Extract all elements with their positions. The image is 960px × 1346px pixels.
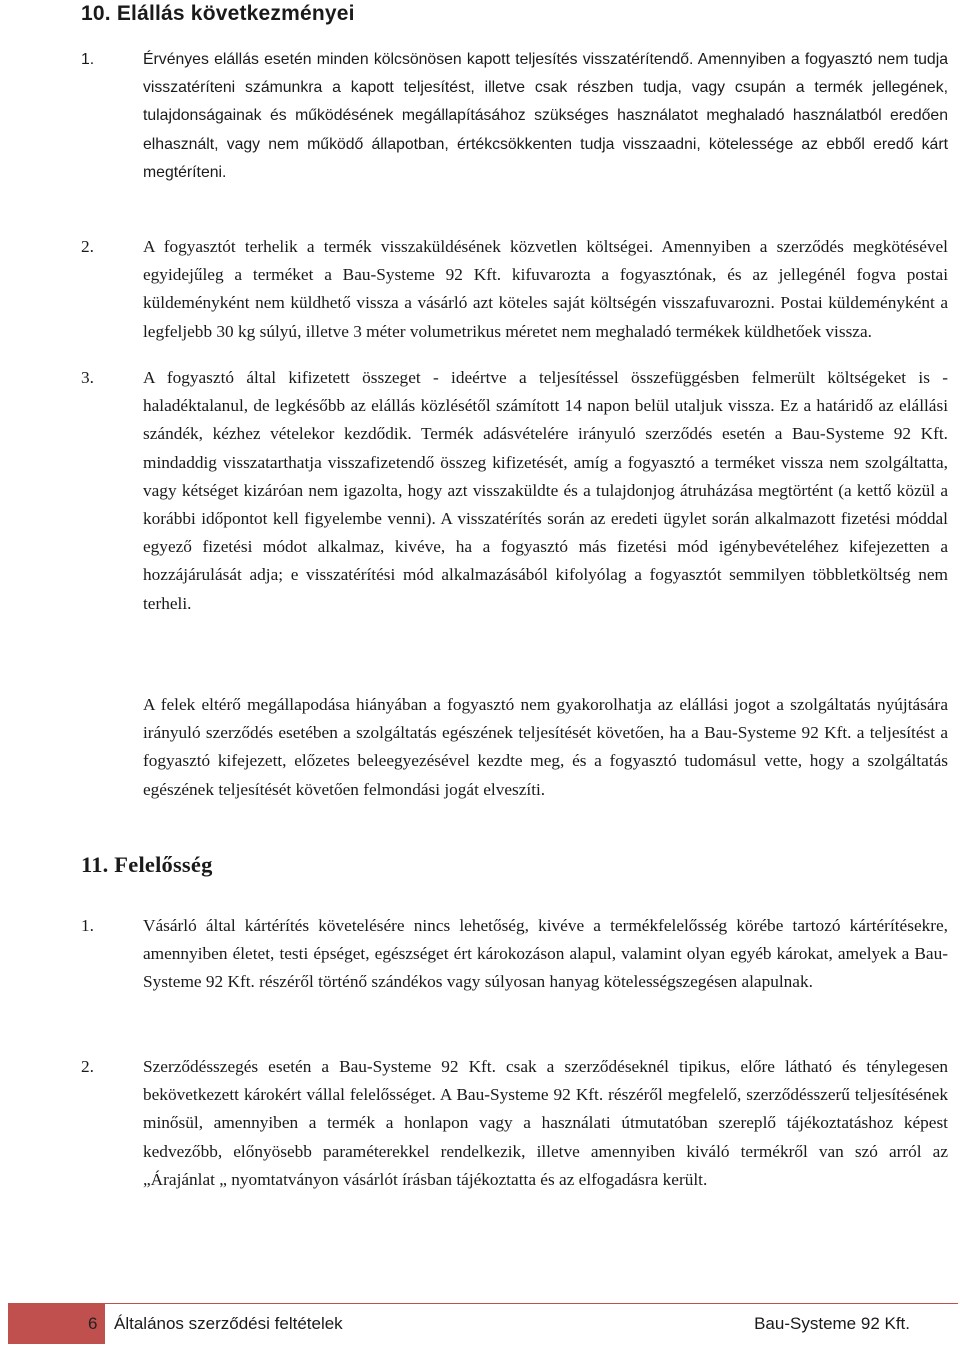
- item-text: A fogyasztót terhelik a termék visszaküldésének közvetlen költségei. Amennyiben a szerződés megkötésével egyidejűleg a terméket a Bau-Systeme 92 Kft. kifuvarozta a fogyasztónak, és az jellegénél fogva postai küldeményként nem küldhető vissza a vásárló azt köteles saját költségén visszafuvarozni. Postai küldeményként a legfeljebb 30 kg súlyú, illetve 3 méter volumetrikus méretet nem meghaladó termékek küldhetőek vissza.: [143, 237, 948, 341]
- item-number: 2.: [81, 237, 94, 256]
- section-11-item-1: [81, 912, 948, 997]
- section-11-heading: 11. Felelősség: [81, 852, 213, 877]
- item-text: Vásárló által kártérítés követelésére nincs lehetőség, kivéve a termékfelelősség körébe tartozó kártérítésekre, amennyiben életet, testi épséget, egészséget ért károkozáson alapul, valamint olyan egyéb károkat, amelyek a Bau-Systeme 92 Kft. részéről történő szándékos vagy súlyosan hanyag kötelességszegésen alapulnak.: [143, 916, 948, 992]
- page-footer: [8, 1303, 958, 1344]
- item-text: A fogyasztó által kifizetett összeget - ideértve a teljesítéssel összefüggésben felmerült költségeket is -haladéktalanul, de legkésőbb az elállás közlésétől számított 14 napon belül utaljuk vissza. Ez a határidő az elállási szándék, kézhez vételekor kezdődik. Termék adásvételére irányuló szerződés esetén a Bau-Systeme 92 Kft. mindaddig visszatarthatja visszafizetendő összeg kifizetését, amíg a fogyasztó a terméket vissza nem szolgáltatta, vagy kétséget kizáróan nem igazolta, hogy azt visszaküldte és a tulajdonjog átruházása megtörtént (a kettő közül a korábbi időpontot kell figyelembe venni). A visszatérítés során az eredeti ügylet során alkalmazott fizetési móddal egyező fizetési módot alkalmaz, kivéve, ha a fogyasztó más fizetési mód igénybevételéhez kifejezetten a hozzájárulását adja; e visszatérítési mód alkalmazásából kifolyólag a fogyasztót semmilyen többletköltség nem terheli.: [143, 368, 948, 613]
- item-text: Érvényes elállás esetén minden kölcsönösen kapott teljesítés visszatérítendő. Amennyiben a fogyasztó nem tudja visszatéríteni számunkra a kapott teljesítést, illetve csak részben tudja, vagy csupán a termék jellegének, tulajdonságainak és működésének megállapításához szükséges használatot meghaladó használatból eredően elhasznált, vagy nem működő állapotban, értékcsökkenten tudja visszaadni, kötelessége az ebből eredő kárt megtéríteni.: [143, 51, 948, 181]
- item-number: 2.: [81, 1057, 94, 1076]
- section-10-item-2: [81, 233, 948, 346]
- page-number: 6: [88, 1314, 98, 1333]
- item-number: 1.: [81, 916, 94, 935]
- item-number: 1.: [81, 51, 95, 68]
- paragraph-text: A felek eltérő megállapodása hiányában a fogyasztó nem gyakorolhatja az elállási jogot a szolgáltatás nyújtására irányuló szerződés esetében a szolgáltatás egészének teljesítését követően, ha a Bau-Systeme 92 Kft. a teljesítést a fogyasztó kifejezett, előzetes beleegyezésével kezdte meg, és a fogyasztó tudomásul vette, hogy a szolgáltatás egészének teljesítését követően felmondási jogát elveszíti.: [143, 695, 948, 799]
- footer-title: Általános szerződési feltételek: [114, 1314, 343, 1333]
- section-10-heading: 10. Elállás következményei: [81, 2, 355, 25]
- footer-company: Bau-Systeme 92 Kft.: [754, 1314, 910, 1333]
- section-10-extra-paragraph: [143, 691, 948, 804]
- section-11-item-2: [81, 1053, 948, 1194]
- section-10-item-3: [81, 364, 948, 618]
- item-text: Szerződésszegés esetén a Bau-Systeme 92 Kft. csak a szerződéseknél tipikus, előre látható és ténylegesen bekövetkezett károkért vállal felelősséget. A Bau-Systeme 92 Kft. részéről megfelelő, szerződésszerű teljesítésének minősül, amennyiben a termék a honlapon vagy a használati útmutatóban szereplő tájékoztatáshoz képest kedvezőbb, előnyösebb paraméterekkel rendelkezik, illetve amennyiben kiváló termékről van szó arról az „Árajánlat „ nyomtatványon vásárlót írásban tájékoztatta és az elfogadásra került.: [143, 1057, 948, 1189]
- item-number: 3.: [81, 368, 94, 387]
- section-10-item-1: [81, 46, 948, 187]
